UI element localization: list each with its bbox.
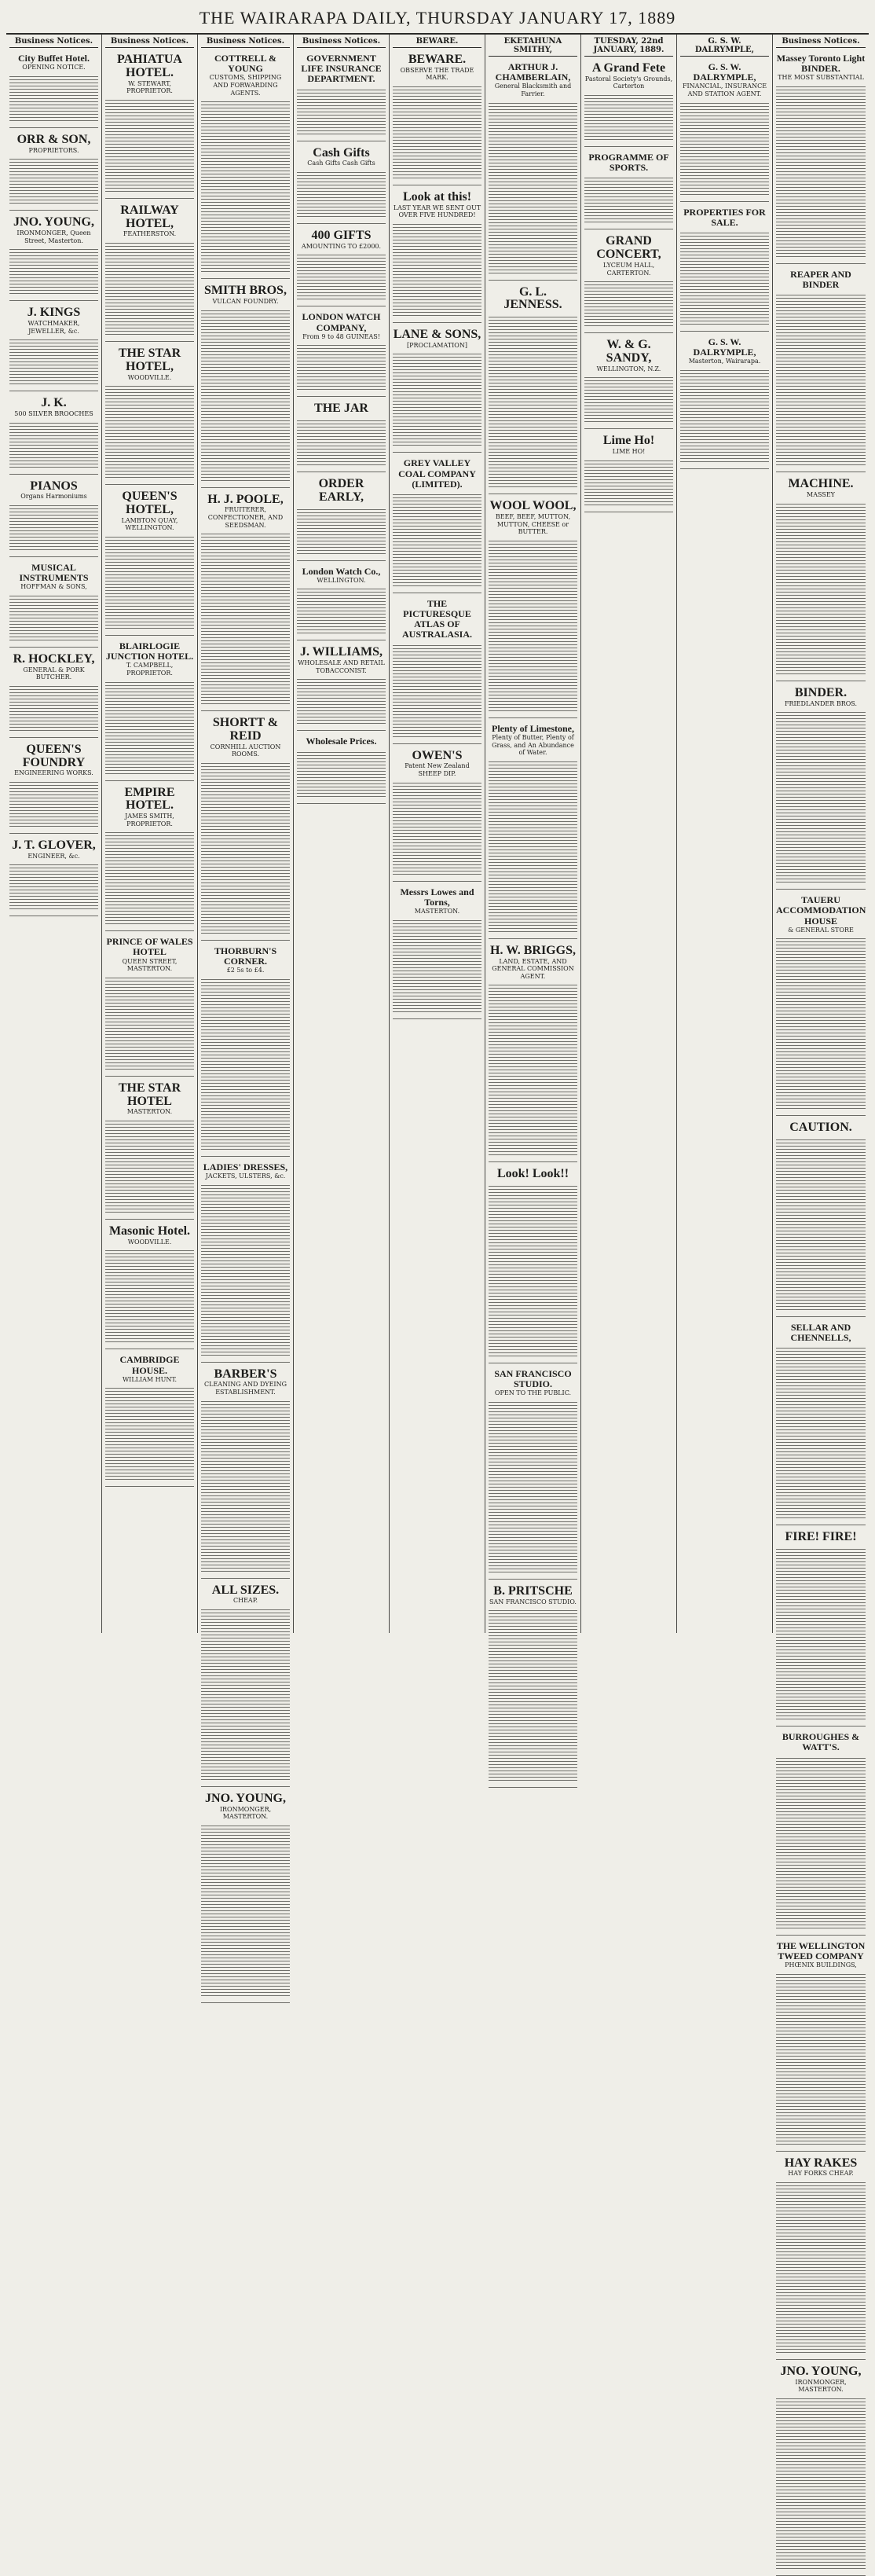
advertisement — [9, 651, 98, 738]
advertisement — [776, 893, 866, 1116]
ad-body-text — [584, 279, 673, 326]
ad-body-text — [105, 1385, 194, 1480]
ad-body-text — [201, 1399, 290, 1572]
ad-body-text — [105, 1248, 194, 1342]
column-heading: Business Notices. — [776, 37, 866, 48]
ad-title: RAILWAY HOTEL, — [120, 203, 179, 230]
ad-title: JNO. YOUNG, — [13, 215, 94, 229]
advertisement — [680, 205, 769, 332]
advertisement — [489, 721, 577, 939]
ad-subtitle: WOODVILLE. — [127, 1238, 172, 1246]
ad-title: PAHIATUA HOTEL. — [117, 53, 182, 79]
ad-subtitle: LAMBTON QUAY, WELLINGTON. — [121, 516, 178, 532]
advertisement — [105, 1352, 194, 1487]
ad-body-text — [776, 1756, 866, 1928]
ad-subtitle: WELLINGTON. — [317, 576, 366, 584]
ad-subtitle: W. STEWART, PROPRIETOR. — [126, 79, 173, 95]
advertisement — [201, 944, 290, 1157]
advertisement — [9, 560, 98, 648]
ad-subtitle: OBSERVE THE TRADE MARK. — [400, 66, 474, 82]
ad-body-text — [393, 222, 481, 316]
advertisement — [297, 145, 386, 224]
advertisement — [584, 150, 673, 229]
advertisement — [201, 491, 290, 712]
ad-title: WOOL WOOL, — [489, 499, 577, 513]
ad-subtitle: FINANCIAL, INSURANCE AND STATION AGENT. — [682, 83, 767, 97]
advertisement — [105, 51, 194, 199]
ad-title: SMITH BROS, — [204, 284, 287, 298]
ad-subtitle: JACKETS, ULSTERS, &c. — [205, 1172, 286, 1180]
advertisement — [105, 639, 194, 781]
ad-title: PRINCE OF WALES HOTEL — [106, 936, 193, 958]
ad-body-text — [776, 84, 866, 257]
ad-title: G. S. W. DALRYMPLE, — [693, 61, 756, 83]
ad-title: Look! Look!! — [496, 1167, 569, 1181]
advertisement — [776, 1528, 866, 1727]
ad-title: SELLAR AND CHENNELLS, — [790, 1322, 851, 1344]
ad-subtitle: WHOLESALE AND RETAIL TOBACCONIST. — [298, 659, 385, 674]
ad-body-text — [9, 74, 98, 121]
ad-body-text — [393, 918, 481, 1012]
ad-body-text — [776, 936, 866, 1109]
advertisement — [489, 1583, 577, 1788]
ad-body-text — [105, 1118, 194, 1213]
ad-title: THE WELLINGTON TWEED COMPANY — [776, 1939, 866, 1961]
advertisement — [201, 1366, 290, 1579]
ad-subtitle: OPEN TO THE PUBLIC. — [494, 1389, 572, 1397]
ad-body-text — [201, 308, 290, 481]
advertisement — [776, 684, 866, 890]
ad-body-text — [201, 531, 290, 704]
column-heading: Business Notices. — [9, 37, 98, 48]
ad-subtitle: CHEAP. — [232, 1597, 258, 1605]
ad-title: THE STAR HOTEL — [118, 1081, 181, 1108]
ad-body-text — [105, 680, 194, 774]
ad-subtitle: WELLINGTON, N.Z. — [596, 365, 661, 372]
ad-title: GREY VALLEY COAL COMPANY (LIMITED). — [398, 457, 476, 490]
advertisement — [297, 310, 386, 397]
advertisement — [9, 741, 98, 834]
ad-body-text — [297, 586, 386, 633]
ad-subtitle: AMOUNTING TO £2000. — [301, 242, 382, 250]
ad-subtitle: MASTERTON. — [414, 908, 460, 916]
ad-subtitle: [PROCLAMATION] — [406, 341, 467, 349]
ad-subtitle: ENGINEER, &c. — [27, 852, 80, 860]
ad-subtitle: THE MOST SUBSTANTIAL — [778, 74, 864, 82]
column-4 — [294, 35, 390, 1633]
advertisement — [201, 1160, 290, 1363]
ad-title: H. J. POOLE, — [207, 492, 284, 506]
advertisement — [9, 837, 98, 916]
ad-subtitle: HAY FORKS CHEAP. — [788, 2170, 854, 2178]
ad-body-text — [105, 97, 194, 192]
ad-body-text — [201, 1607, 290, 1780]
ad-subtitle: HOFFMAN & SONS, — [20, 583, 87, 591]
ad-body-text — [201, 1183, 290, 1356]
ad-subtitle: QUEEN STREET, MASTERTON. — [122, 957, 178, 973]
ad-body-text — [489, 1608, 577, 1781]
ad-subtitle: Cash Gifts Cash Gifts — [307, 160, 375, 167]
advertisement — [393, 747, 481, 882]
ad-subtitle: LIME HO! — [612, 448, 646, 456]
ad-title: THORBURN'S CORNER. — [214, 945, 277, 967]
advertisement — [105, 345, 194, 485]
ad-subtitle: Plenty of Butter, Plenty of Grass, and An Abundance of Water. — [492, 733, 574, 757]
ad-title: PIANOS — [30, 479, 78, 493]
advertisement — [489, 60, 577, 281]
ad-title: ORDER EARLY, — [318, 477, 364, 504]
ad-subtitle: ENGINEERING WORKS. — [14, 769, 93, 777]
ad-title: 400 GIFTS — [311, 228, 372, 242]
ad-title: TAUERU ACCOMMODATION HOUSE — [776, 894, 866, 927]
ad-body-text — [105, 830, 194, 924]
ad-subtitle: LAND, ESTATE, AND GENERAL COMMISSION AGENT. — [492, 957, 574, 980]
advertisement — [776, 1119, 866, 1317]
ad-subtitle: FRIEDLANDER BROS. — [784, 699, 858, 707]
ad-body-text — [201, 99, 290, 272]
ad-title: Lime Ho! — [602, 434, 655, 448]
advertisement — [393, 326, 481, 453]
ad-body-text — [680, 230, 769, 325]
ad-body-text — [105, 975, 194, 1070]
advertisement — [297, 734, 386, 803]
ad-title: BINDER. — [794, 685, 848, 699]
ad-title: J. T. GLOVER, — [12, 838, 96, 853]
ad-subtitle: Organs Harmoniums — [20, 493, 87, 501]
ad-title: JNO. YOUNG, — [780, 2364, 862, 2378]
masthead — [6, 3, 869, 35]
advertisement — [393, 596, 481, 744]
advertisement — [201, 51, 290, 279]
ad-subtitle: OPENING NOTICE. — [22, 64, 86, 72]
advertisement — [489, 942, 577, 1163]
advertisement — [297, 227, 386, 306]
advertisement — [9, 214, 98, 301]
advertisement — [393, 189, 481, 323]
ad-body-text — [297, 87, 386, 134]
ad-subtitle: PHŒNIX BUILDINGS, — [785, 1961, 857, 1969]
ad-title: CAMBRIDGE HOUSE. — [119, 1354, 180, 1376]
ad-body-text — [105, 383, 194, 478]
ad-title: A Grand Fete — [591, 61, 666, 75]
ad-body-text — [393, 351, 481, 446]
ad-subtitle: IRONMONGER, Queen Street, Masterton. — [16, 229, 91, 244]
column-heading: Business Notices. — [105, 37, 194, 48]
ad-body-text — [584, 175, 673, 222]
ad-title: G. L. JENNESS. — [503, 284, 562, 312]
advertisement — [105, 934, 194, 1077]
ad-subtitle: BEEF, BEEF, MUTTON, MUTTON, CHEESE or BUTTER. — [495, 512, 571, 536]
column-1 — [6, 35, 102, 1633]
ad-body-text — [105, 534, 194, 629]
masthead-title: THE WAIRARAPA DAILY, THURSDAY JANUARY 17, 1889 — [199, 8, 676, 28]
ad-title: Wholesale Prices. — [306, 736, 377, 747]
ad-body-text — [9, 684, 98, 731]
ad-title: BLAIRLOGIE JUNCTION HOTEL. — [105, 640, 194, 662]
ad-body-text — [489, 1183, 577, 1356]
ad-title: HAY RAKES — [784, 2156, 858, 2170]
ad-subtitle: PROPRIETORS. — [28, 146, 79, 154]
advertisement — [105, 784, 194, 932]
column-heading: EKETAHUNA SMITHY, — [489, 37, 577, 57]
ad-title: PROPERTIES FOR SALE. — [683, 206, 766, 228]
ad-body-text — [489, 982, 577, 1155]
ad-subtitle: T. CAMPBELL, PROPRIETOR. — [126, 662, 174, 677]
ad-body-text — [297, 750, 386, 797]
ad-title: BURROUGHES & WATT'S. — [782, 1731, 860, 1753]
advertisement — [297, 400, 386, 472]
advertisement — [489, 284, 577, 495]
ad-subtitle: IRONMONGER, MASTERTON. — [219, 1805, 272, 1821]
ad-title: CAUTION. — [789, 1121, 852, 1135]
ad-title: ARTHUR J. CHAMBERLAIN, — [495, 61, 571, 83]
ad-title: J. K. — [41, 396, 67, 410]
advertisement — [9, 478, 98, 557]
ad-title: THE JAR — [314, 402, 368, 416]
ad-title: Look at this! — [402, 189, 472, 204]
advertisement — [9, 131, 98, 211]
ad-title: London Watch Co., — [302, 565, 381, 577]
advertisement — [297, 475, 386, 561]
ad-body-text — [776, 1972, 866, 2145]
ad-body-text — [489, 314, 577, 487]
ad-body-text — [489, 1400, 577, 1572]
advertisement — [489, 497, 577, 718]
column-heading: Business Notices. — [201, 37, 290, 48]
advertisement — [584, 60, 673, 147]
column-heading: TUESDAY, 22nd JANUARY, 1889. — [584, 37, 673, 57]
advertisement — [297, 51, 386, 141]
ad-body-text — [9, 503, 98, 550]
ad-subtitle: GENERAL & PORK BUTCHER. — [23, 666, 85, 681]
advertisement — [297, 564, 386, 641]
ad-subtitle: Masterton, Wairarapa. — [688, 358, 761, 365]
ad-body-text — [776, 292, 866, 465]
advertisement — [105, 1223, 194, 1349]
ad-body-text — [9, 247, 98, 294]
ad-title: THE STAR HOTEL, — [118, 346, 181, 373]
ad-body-text — [105, 240, 194, 335]
column-9 — [773, 35, 869, 2394]
ad-subtitle: General Blacksmith and Farrier. — [494, 83, 572, 97]
advertisement — [9, 51, 98, 128]
ad-body-text — [393, 643, 481, 737]
ad-body-text — [776, 1547, 866, 1719]
ad-title: LADIES' DRESSES, — [203, 1161, 288, 1172]
advertisement — [584, 336, 673, 429]
advertisement — [297, 644, 386, 731]
ad-title: LONDON WATCH COMPANY, — [302, 311, 381, 333]
ad-body-text — [489, 101, 577, 273]
ad-subtitle: MASSEY — [807, 491, 835, 499]
advertisement — [393, 885, 481, 1019]
advertisement — [489, 1367, 577, 1580]
advertisement — [584, 233, 673, 333]
ad-body-text — [776, 2180, 866, 2353]
ad-subtitle: Patent New Zealand SHEEP DIP. — [405, 762, 470, 778]
advertisement — [776, 267, 866, 472]
column-heading: BEWARE. — [393, 37, 481, 48]
advertisement — [776, 2155, 866, 2360]
ad-body-text — [680, 101, 769, 195]
advertisement — [9, 394, 98, 474]
ad-body-text — [584, 458, 673, 505]
ad-body-text — [776, 710, 866, 883]
ad-subtitle: JAMES SMITH, PROPRIETOR. — [125, 813, 174, 827]
advertisement — [776, 2363, 866, 2576]
ad-body-text — [776, 1137, 866, 1310]
ad-title: OWEN'S — [412, 748, 463, 762]
ad-title: REAPER AND BINDER — [790, 268, 851, 291]
advertisement — [776, 1939, 866, 2152]
ad-body-text — [584, 93, 673, 140]
advertisement — [680, 335, 769, 469]
ad-subtitle: WATCHMAKER, JEWELLER, &c. — [27, 319, 80, 335]
ad-subtitle: LYCEUM HALL, CARTERTON. — [602, 261, 655, 277]
advertisement — [201, 282, 290, 487]
ad-body-text — [393, 84, 481, 178]
column-heading: Business Notices. — [297, 37, 386, 48]
ad-title: Massey Toronto Light BINDER. — [776, 53, 866, 75]
ad-title: MACHINE. — [788, 477, 854, 491]
advertisement — [584, 432, 673, 512]
ad-title: ORR & SON, — [16, 132, 91, 146]
ad-title: SHORTT & REID — [212, 716, 279, 743]
column-2 — [102, 35, 198, 1633]
ad-title: W. & G. SANDY, — [606, 338, 652, 365]
advertisement — [680, 60, 769, 202]
ad-body-text — [393, 780, 481, 875]
ad-body-text — [776, 2396, 866, 2569]
ad-subtitle: MASTERTON. — [126, 1108, 173, 1116]
ad-title: J. KINGS — [27, 306, 81, 320]
ad-title: PROGRAMME OF SPORTS. — [588, 151, 669, 174]
ad-body-text — [489, 538, 577, 711]
advertisement — [776, 475, 866, 681]
ad-title: MUSICAL INSTRUMENTS — [19, 561, 89, 584]
advertisement — [105, 202, 194, 342]
advertisement — [201, 1790, 290, 2003]
ad-title: Plenty of Limestone, — [492, 722, 574, 734]
advertisement — [393, 51, 481, 185]
ad-title: COTTRELL & YOUNG — [214, 53, 277, 75]
advertisement — [393, 456, 481, 593]
advertisement — [489, 1165, 577, 1363]
ad-body-text — [9, 593, 98, 640]
ad-subtitle: Pastoral Society's Grounds, Carterton — [584, 75, 673, 90]
ad-title: QUEEN'S HOTEL, — [122, 490, 178, 516]
ad-title: GRAND CONCERT, — [596, 234, 661, 262]
ad-subtitle: £2 5s to £4. — [226, 967, 265, 974]
ad-body-text — [9, 337, 98, 384]
ad-title: GOVERNMENT LIFE INSURANCE DEPARTMENT. — [301, 53, 382, 85]
column-5 — [390, 35, 485, 1633]
advertisement — [9, 304, 98, 391]
ad-title: B. PRITSCHE — [493, 1584, 573, 1598]
ad-subtitle: LAST YEAR WE SENT OUT OVER FIVE HUNDRED! — [393, 204, 481, 219]
advertisement — [776, 51, 866, 264]
ad-title: R. HOCKLEY, — [13, 651, 95, 666]
ad-subtitle: CORNHILL AUCTION ROOMS. — [210, 743, 281, 758]
ad-body-text — [776, 501, 866, 674]
column-7 — [581, 35, 677, 1633]
column-3 — [198, 35, 294, 1821]
column-6 — [485, 35, 581, 1633]
ad-body-text — [201, 977, 290, 1150]
ad-subtitle: FRUITERER, CONFECTIONER, AND SEEDSMAN. — [207, 506, 284, 529]
ad-body-text — [9, 156, 98, 204]
ad-title: H. W. BRIGGS, — [490, 943, 576, 957]
ad-subtitle: VULCAN FOUNDRY. — [212, 297, 279, 305]
ad-subtitle: WILLIAM HUNT. — [122, 1375, 178, 1383]
ad-title: JNO. YOUNG, — [205, 1792, 286, 1806]
ad-body-text — [776, 1345, 866, 1518]
ad-body-text — [201, 761, 290, 934]
ad-title: SAN FRANCISCO STUDIO. — [494, 1368, 572, 1390]
ad-body-text — [297, 170, 386, 217]
ad-title: Cash Gifts — [313, 145, 370, 160]
ad-title: Masonic Hotel. — [108, 1224, 191, 1238]
ad-title: QUEEN'S FOUNDRY — [22, 742, 86, 769]
ad-body-text — [9, 780, 98, 827]
ad-subtitle: From 9 to 48 GUINEAS! — [302, 332, 380, 340]
ad-body-text — [297, 677, 386, 724]
columns — [6, 35, 869, 2394]
ad-body-text — [489, 759, 577, 932]
ad-title: EMPIRE HOTEL. — [124, 785, 175, 813]
ad-subtitle: SAN FRANCISCO STUDIO. — [489, 1598, 577, 1605]
advertisement — [105, 488, 194, 636]
ad-title: BEWARE. — [408, 53, 467, 66]
ad-body-text — [297, 252, 386, 299]
ad-body-text — [297, 418, 386, 465]
column-8 — [677, 35, 773, 1633]
advertisement — [776, 1730, 866, 1935]
ad-subtitle: FEATHERSTON. — [123, 230, 177, 238]
ad-subtitle: & GENERAL STORE — [788, 926, 854, 934]
ad-body-text — [584, 375, 673, 422]
ad-subtitle: CLEANING AND DYEING ESTABLISHMENT. — [204, 1381, 287, 1396]
ad-body-text — [297, 507, 386, 554]
ad-title: City Buffet Hotel. — [18, 53, 90, 64]
ad-body-text — [201, 1823, 290, 1996]
advertisement — [776, 1320, 866, 1525]
ad-subtitle: IRONMONGER, MASTERTON. — [795, 2378, 847, 2394]
ad-body-text — [393, 492, 481, 586]
ad-body-text — [9, 420, 98, 468]
ad-subtitle: 500 SILVER BROOCHES — [14, 409, 93, 417]
ad-title: FIRE! FIRE! — [785, 1530, 857, 1544]
ad-body-text — [680, 368, 769, 462]
advertisement — [201, 714, 290, 941]
ad-subtitle: WOODVILLE. — [127, 373, 172, 381]
ad-body-text — [9, 862, 98, 909]
ad-subtitle: CUSTOMS, SHIPPING AND FORWARDING AGENTS. — [209, 74, 282, 97]
ad-title: THE PICTURESQUE ATLAS OF AUSTRALASIA. — [401, 597, 473, 640]
ad-title: LANE & SONS, — [393, 327, 481, 341]
ad-body-text — [297, 343, 386, 390]
ad-title: G. S. W. DALRYMPLE, — [693, 336, 756, 358]
advertisement — [105, 1080, 194, 1220]
advertisement — [201, 1582, 290, 1787]
ad-title: BARBER'S — [214, 1367, 277, 1381]
ad-title: Messrs Lowes and Torns, — [400, 886, 474, 908]
column-heading: G. S. W. DALRYMPLE, — [680, 37, 769, 57]
ad-title: ALL SIZES. — [211, 1583, 280, 1597]
ad-title: J. WILLIAMS, — [299, 645, 383, 659]
